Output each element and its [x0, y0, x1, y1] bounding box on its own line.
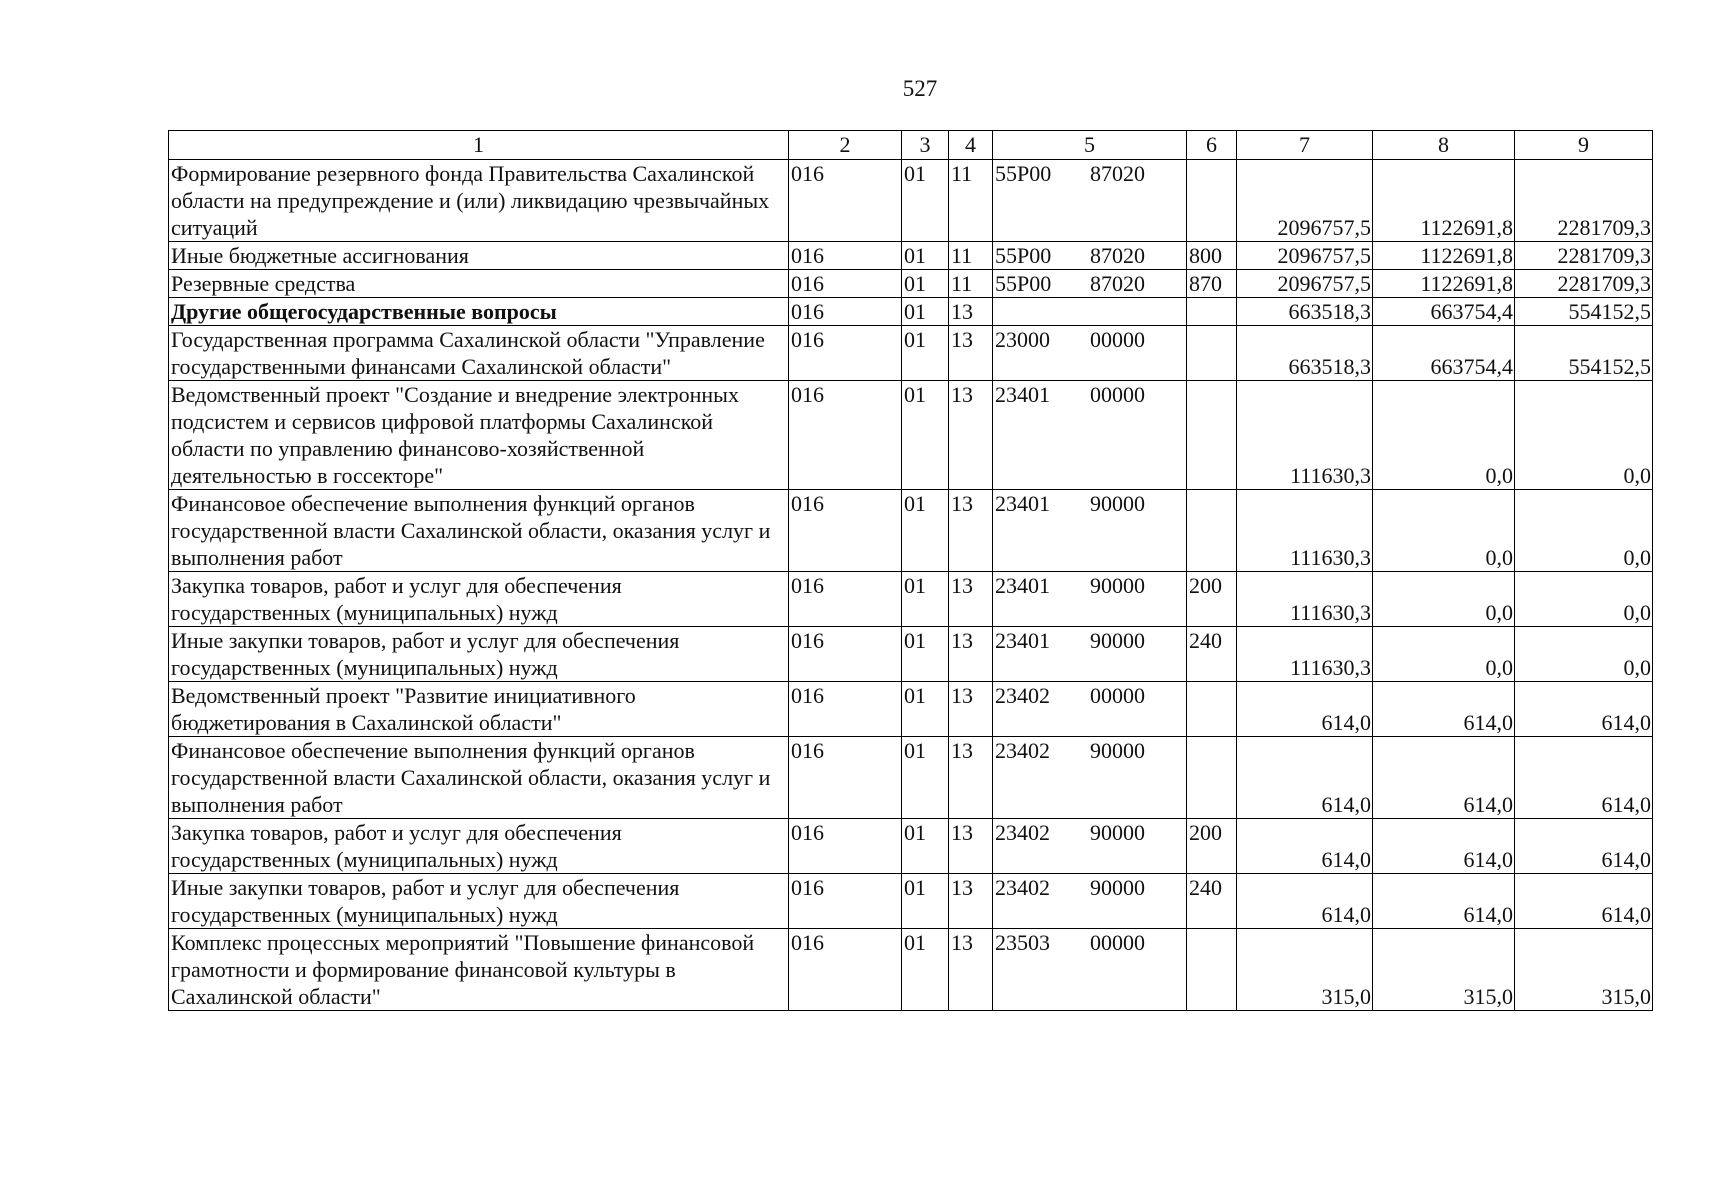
- cell-amount-col9: 0,0: [1515, 381, 1653, 490]
- cell-section: 01: [902, 572, 949, 627]
- cell-ministry-code: 016: [789, 490, 902, 572]
- cell-expense-type: 240: [1187, 627, 1237, 682]
- target-article-program: 55Р00: [995, 161, 1052, 186]
- cell-amount-col9: 2281709,3: [1515, 242, 1653, 270]
- target-article-program: 23401: [995, 382, 1050, 407]
- table-row: [169, 929, 1653, 1011]
- cell-ministry-code: 016: [789, 682, 902, 737]
- target-article-program: 55Р00: [995, 271, 1052, 296]
- target-article-direction: 87020: [1090, 271, 1145, 296]
- cell-ministry-code: 016: [789, 326, 902, 381]
- cell-ministry-code: 016: [789, 381, 902, 490]
- target-article-program: 23402: [995, 738, 1050, 763]
- cell-amount-col8: 1122691,8: [1373, 270, 1515, 298]
- cell-target-article: [993, 490, 1187, 572]
- target-article-program: 23401: [995, 491, 1050, 516]
- row-name: Иные закупки товаров, работ и услуг для обеспечения государственных (муниципальных) нужд: [169, 874, 789, 929]
- cell-subsection: 13: [949, 381, 993, 490]
- target-article-direction: 00000: [1090, 683, 1145, 708]
- cell-target-article: [993, 242, 1187, 270]
- cell-subsection: 11: [949, 270, 993, 298]
- header-cell-2: 2: [789, 131, 902, 160]
- cell-amount-col9: 0,0: [1515, 572, 1653, 627]
- cell-subsection: 13: [949, 874, 993, 929]
- cell-amount-col9: 554152,5: [1515, 326, 1653, 381]
- cell-section: 01: [902, 682, 949, 737]
- table-row: [169, 819, 1653, 874]
- cell-subsection: 13: [949, 298, 993, 326]
- cell-ministry-code: 016: [789, 160, 902, 242]
- cell-subsection: 13: [949, 326, 993, 381]
- header-cell-8: 8: [1373, 131, 1515, 160]
- cell-amount-col7: 111630,3: [1237, 572, 1373, 627]
- table-row: [169, 874, 1653, 929]
- cell-section: 01: [902, 819, 949, 874]
- target-article-direction: 90000: [1090, 738, 1145, 763]
- cell-expense-type: [1187, 298, 1237, 326]
- target-article-direction: 87020: [1090, 161, 1145, 186]
- cell-expense-type: [1187, 381, 1237, 490]
- cell-expense-type: [1187, 326, 1237, 381]
- cell-ministry-code: 016: [789, 572, 902, 627]
- cell-section: 01: [902, 270, 949, 298]
- cell-section: 01: [902, 874, 949, 929]
- header-cell-4: 4: [949, 131, 993, 160]
- target-article-direction: 90000: [1090, 573, 1145, 598]
- cell-amount-col7: 2096757,5: [1237, 160, 1373, 242]
- target-article-program: 23402: [995, 875, 1050, 900]
- cell-target-article: [993, 270, 1187, 298]
- table-row: [169, 627, 1653, 682]
- cell-amount-col7: 111630,3: [1237, 490, 1373, 572]
- row-name: Комплекс процессных мероприятий "Повышение финансовой грамотности и формирование финансовой культуры в Сахалинской области": [169, 929, 789, 1011]
- cell-amount-col8: 614,0: [1373, 819, 1515, 874]
- cell-target-article: [993, 874, 1187, 929]
- cell-target-article: [993, 819, 1187, 874]
- cell-expense-type: 200: [1187, 819, 1237, 874]
- cell-amount-col9: 2281709,3: [1515, 270, 1653, 298]
- budget-table: [168, 130, 1653, 1011]
- cell-amount-col9: 614,0: [1515, 819, 1653, 874]
- cell-amount-col9: 0,0: [1515, 627, 1653, 682]
- cell-target-article: [993, 298, 1187, 326]
- cell-ministry-code: 016: [789, 298, 902, 326]
- table-row: [169, 737, 1653, 819]
- cell-section: 01: [902, 242, 949, 270]
- cell-amount-col7: 614,0: [1237, 874, 1373, 929]
- cell-amount-col9: 554152,5: [1515, 298, 1653, 326]
- cell-amount-col8: 315,0: [1373, 929, 1515, 1011]
- row-name: Ведомственный проект "Развитие инициативного бюджетирования в Сахалинской области": [169, 682, 789, 737]
- cell-target-article: [993, 929, 1187, 1011]
- table-row: [169, 298, 1653, 326]
- row-name: Иные бюджетные ассигнования: [169, 242, 789, 270]
- cell-amount-col8: 663754,4: [1373, 298, 1515, 326]
- row-name: Иные закупки товаров, работ и услуг для обеспечения государственных (муниципальных) нужд: [169, 627, 789, 682]
- cell-expense-type: [1187, 160, 1237, 242]
- table-row: [169, 242, 1653, 270]
- cell-amount-col9: 2281709,3: [1515, 160, 1653, 242]
- row-name: Резервные средства: [169, 270, 789, 298]
- row-name: Государственная программа Сахалинской области "Управление государственными финансами Сахалинской области": [169, 326, 789, 381]
- cell-amount-col9: 614,0: [1515, 737, 1653, 819]
- cell-expense-type: [1187, 929, 1237, 1011]
- table-row: [169, 572, 1653, 627]
- cell-section: 01: [902, 929, 949, 1011]
- cell-amount-col7: 2096757,5: [1237, 242, 1373, 270]
- table-row: [169, 490, 1653, 572]
- header-cell-1: 1: [169, 131, 789, 160]
- cell-ministry-code: 016: [789, 874, 902, 929]
- row-name: Ведомственный проект "Создание и внедрение электронных подсистем и сервисов цифровой платформы Сахалинской области по управлению финансово-хозяйственной деятельностью в госсекторе": [169, 381, 789, 490]
- cell-target-article: [993, 160, 1187, 242]
- table-row: [169, 682, 1653, 737]
- cell-section: 01: [902, 298, 949, 326]
- cell-section: 01: [902, 160, 949, 242]
- cell-amount-col7: 111630,3: [1237, 627, 1373, 682]
- target-article-direction: 90000: [1090, 491, 1145, 516]
- cell-amount-col9: 0,0: [1515, 490, 1653, 572]
- header-cell-9: 9: [1515, 131, 1653, 160]
- cell-amount-col7: 614,0: [1237, 819, 1373, 874]
- table-row: [169, 326, 1653, 381]
- row-name: Другие общегосударственные вопросы: [169, 298, 789, 326]
- cell-amount-col8: 1122691,8: [1373, 242, 1515, 270]
- row-name: Формирование резервного фонда Правительства Сахалинской области на предупреждение и (или) ликвидацию чрезвычайных ситуаций: [169, 160, 789, 242]
- cell-amount-col8: 0,0: [1373, 381, 1515, 490]
- header-cell-3: 3: [902, 131, 949, 160]
- cell-expense-type: 200: [1187, 572, 1237, 627]
- target-article-direction: 90000: [1090, 820, 1145, 845]
- target-article-program: 23402: [995, 820, 1050, 845]
- cell-target-article: [993, 326, 1187, 381]
- cell-amount-col7: 663518,3: [1237, 326, 1373, 381]
- target-article-program: 23503: [995, 930, 1050, 955]
- cell-subsection: 13: [949, 572, 993, 627]
- cell-subsection: 13: [949, 627, 993, 682]
- cell-amount-col9: 315,0: [1515, 929, 1653, 1011]
- cell-amount-col7: 2096757,5: [1237, 270, 1373, 298]
- cell-amount-col9: 614,0: [1515, 874, 1653, 929]
- cell-ministry-code: 016: [789, 242, 902, 270]
- cell-ministry-code: 016: [789, 737, 902, 819]
- cell-section: 01: [902, 627, 949, 682]
- cell-subsection: 11: [949, 242, 993, 270]
- row-name: Финансовое обеспечение выполнения функций органов государственной власти Сахалинской области, оказания услуг и выполнения работ: [169, 737, 789, 819]
- cell-amount-col8: 614,0: [1373, 682, 1515, 737]
- target-article-direction: 00000: [1090, 327, 1145, 352]
- cell-subsection: 13: [949, 929, 993, 1011]
- table-row: [169, 381, 1653, 490]
- cell-amount-col8: 1122691,8: [1373, 160, 1515, 242]
- cell-amount-col8: 663754,4: [1373, 326, 1515, 381]
- header-cell-6: 6: [1187, 131, 1237, 160]
- page-number: 527: [902, 76, 938, 101]
- cell-expense-type: [1187, 737, 1237, 819]
- cell-amount-col8: 614,0: [1373, 737, 1515, 819]
- cell-subsection: 11: [949, 160, 993, 242]
- cell-amount-col8: 614,0: [1373, 874, 1515, 929]
- target-article-direction: 90000: [1090, 628, 1145, 653]
- table-body: [169, 131, 1653, 1011]
- cell-amount-col7: 111630,3: [1237, 381, 1373, 490]
- cell-target-article: [993, 572, 1187, 627]
- target-article-direction: 00000: [1090, 382, 1145, 407]
- cell-amount-col7: 663518,3: [1237, 298, 1373, 326]
- table-row: [169, 270, 1653, 298]
- row-name: Закупка товаров, работ и услуг для обеспечения государственных (муниципальных) нужд: [169, 819, 789, 874]
- target-article-direction: 87020: [1090, 243, 1145, 268]
- cell-amount-col8: 0,0: [1373, 627, 1515, 682]
- cell-subsection: 13: [949, 737, 993, 819]
- cell-section: 01: [902, 737, 949, 819]
- cell-target-article: [993, 627, 1187, 682]
- cell-ministry-code: 016: [789, 270, 902, 298]
- cell-ministry-code: 016: [789, 929, 902, 1011]
- cell-subsection: 13: [949, 682, 993, 737]
- cell-amount-col8: 0,0: [1373, 490, 1515, 572]
- target-article-program: 23402: [995, 683, 1050, 708]
- cell-expense-type: [1187, 682, 1237, 737]
- cell-expense-type: [1187, 490, 1237, 572]
- target-article-program: 23000: [995, 327, 1050, 352]
- cell-subsection: 13: [949, 490, 993, 572]
- cell-amount-col7: 315,0: [1237, 929, 1373, 1011]
- cell-target-article: [993, 737, 1187, 819]
- header-cell-5: 5: [993, 131, 1187, 160]
- header-cell-7: 7: [1237, 131, 1373, 160]
- cell-ministry-code: 016: [789, 819, 902, 874]
- cell-section: 01: [902, 326, 949, 381]
- cell-target-article: [993, 682, 1187, 737]
- cell-amount-col8: 0,0: [1373, 572, 1515, 627]
- cell-amount-col7: 614,0: [1237, 737, 1373, 819]
- cell-ministry-code: 016: [789, 627, 902, 682]
- target-article-direction: 00000: [1090, 930, 1145, 955]
- target-article-program: 23401: [995, 628, 1050, 653]
- header-row: [169, 131, 1653, 160]
- cell-target-article: [993, 381, 1187, 490]
- target-article-program: 23401: [995, 573, 1050, 598]
- row-name: Финансовое обеспечение выполнения функций органов государственной власти Сахалинской области, оказания услуг и выполнения работ: [169, 490, 789, 572]
- cell-amount-col7: 614,0: [1237, 682, 1373, 737]
- cell-expense-type: 240: [1187, 874, 1237, 929]
- target-article-direction: 90000: [1090, 875, 1145, 900]
- cell-section: 01: [902, 381, 949, 490]
- cell-amount-col9: 614,0: [1515, 682, 1653, 737]
- cell-subsection: 13: [949, 819, 993, 874]
- cell-expense-type: 800: [1187, 242, 1237, 270]
- row-name: Закупка товаров, работ и услуг для обеспечения государственных (муниципальных) нужд: [169, 572, 789, 627]
- target-article-program: 55Р00: [995, 243, 1052, 268]
- cell-expense-type: 870: [1187, 270, 1237, 298]
- table-row: [169, 160, 1653, 242]
- cell-section: 01: [902, 490, 949, 572]
